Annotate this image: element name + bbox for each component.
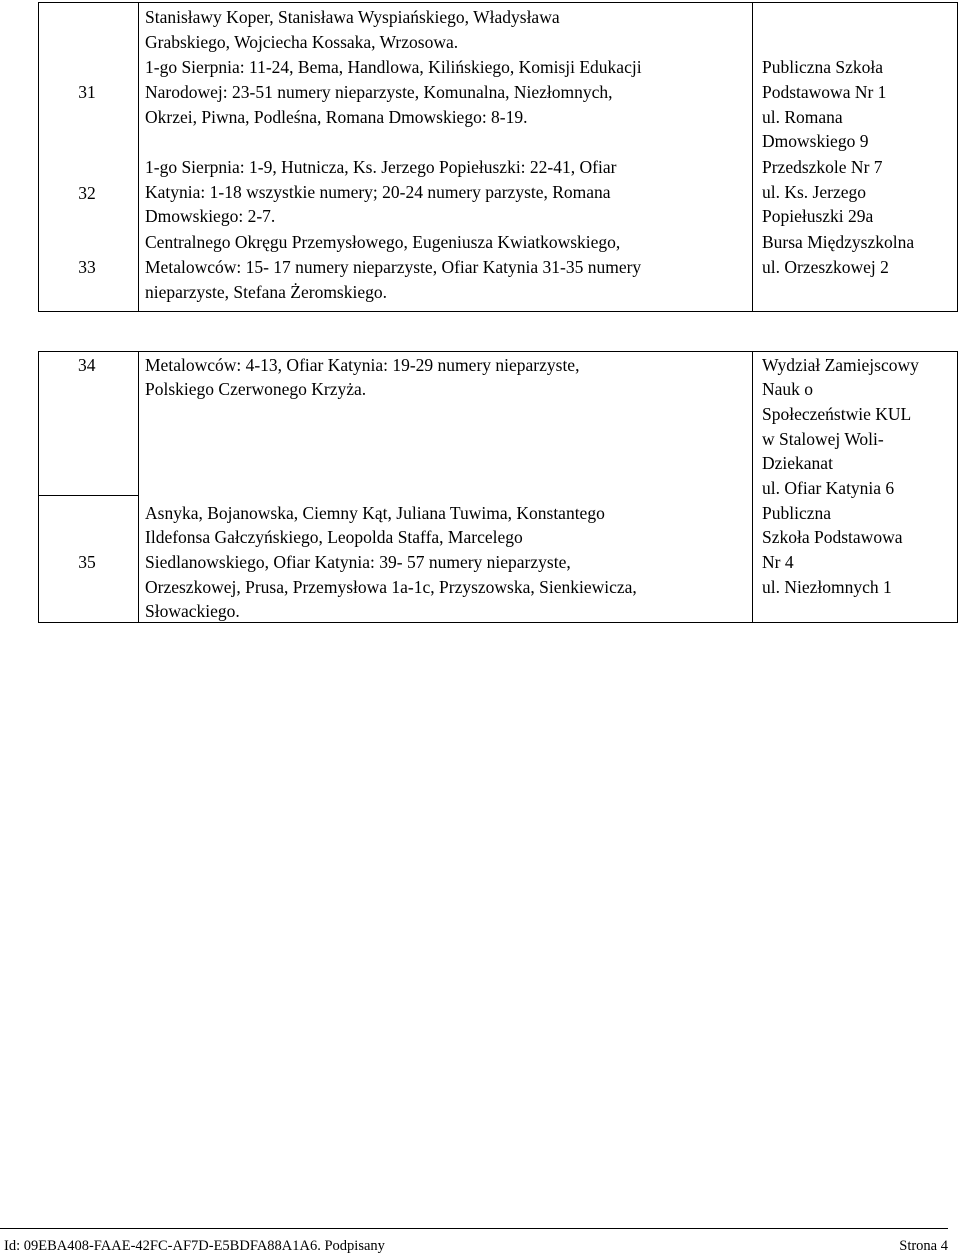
streets-line: Metalowców: 4-13, Ofiar Katynia: 19-29 numery nieparzyste, (145, 355, 580, 375)
streets-line: Stanisławy Koper, Stanisława Wyspiańskiego, Władysława (145, 7, 560, 27)
row-number: 34 (78, 355, 96, 375)
school-line: Wydział Zamiejscowy (762, 355, 919, 375)
school-line: Szkoła Podstawowa (762, 527, 903, 547)
streets-line: Orzeszkowej, Prusa, Przemysłowa 1a-1c, Przyszowska, Sienkiewicza, (145, 577, 637, 597)
row-number: 31 (78, 82, 96, 102)
school-line: Bursa Międzyszkolna (762, 232, 915, 252)
streets-line: Metalowców: 15- 17 numery nieparzyste, Ofiar Katynia 31-35 numery (145, 257, 642, 277)
school-line: Podstawowa Nr 1 (762, 82, 887, 102)
school-line: Popiełuszki 29a (762, 206, 874, 226)
column-divider (138, 352, 139, 622)
footer-divider (0, 1228, 948, 1229)
page-number: Strona 4 (899, 1238, 948, 1254)
column-divider (138, 3, 139, 311)
streets-line: Dmowskiego: 2-7. (145, 206, 276, 226)
streets-line: Narodowej: 23-51 numery nieparzyste, Komunalna, Niezłomnych, (145, 82, 613, 102)
document-id: Id: 09EBA408-FAAE-42FC-AF7D-E5BDFA88A1A6. Podpisany (4, 1238, 385, 1254)
streets-line: Katynia: 1-18 wszystkie numery; 20-24 numery parzyste, Romana (145, 182, 611, 202)
school-line: w Stalowej Woli- (762, 429, 884, 449)
streets-line: Asnyka, Bojanowska, Ciemny Kąt, Juliana Tuwima, Konstantego (145, 503, 605, 523)
streets-line: Słowackiego. (145, 601, 240, 621)
school-line: ul. Niezłomnych 1 (762, 577, 892, 597)
school-line: Publiczna (762, 503, 832, 523)
school-line: ul. Ks. Jerzego (762, 182, 867, 202)
row-number: 32 (78, 183, 96, 203)
streets-line: 1-go Sierpnia: 1-9, Hutnicza, Ks. Jerzego Popiełuszki: 22-41, Ofiar (145, 157, 617, 177)
school-line: Dmowskiego 9 (762, 131, 869, 151)
school-line: ul. Ofiar Katynia 6 (762, 478, 895, 498)
school-line: Dziekanat (762, 453, 833, 473)
row-number: 33 (78, 257, 96, 277)
school-line: Przedszkole Nr 7 (762, 157, 883, 177)
column-divider (752, 352, 753, 622)
column-divider (752, 3, 753, 311)
streets-line: 1-go Sierpnia: 11-24, Bema, Handlowa, Kilińskiego, Komisji Edukacji (145, 57, 642, 77)
school-line: Nr 4 (762, 552, 794, 572)
streets-line: Ildefonsa Gałczyńskiego, Leopolda Staffa, Marcelego (145, 527, 523, 547)
streets-line: Siedlanowskiego, Ofiar Katynia: 39- 57 numery nieparzyste, (145, 552, 571, 572)
row-divider (39, 495, 138, 496)
row-number: 35 (78, 552, 96, 572)
school-line: Nauk o (762, 379, 814, 399)
school-line: ul. Romana (762, 107, 843, 127)
school-line: ul. Orzeszkowej 2 (762, 257, 889, 277)
school-line: Społeczeństwie KUL (762, 404, 912, 424)
streets-line: Centralnego Okręgu Przemysłowego, Eugeniusza Kwiatkowskiego, (145, 232, 621, 252)
streets-line: Grabskiego, Wojciecha Kossaka, Wrzosowa. (145, 32, 459, 52)
school-line: Publiczna Szkoła (762, 57, 884, 77)
streets-line: Okrzei, Piwna, Podleśna, Romana Dmowskiego: 8-19. (145, 107, 528, 127)
streets-line: Polskiego Czerwonego Krzyża. (145, 379, 367, 399)
streets-line: nieparzyste, Stefana Żeromskiego. (145, 282, 387, 302)
